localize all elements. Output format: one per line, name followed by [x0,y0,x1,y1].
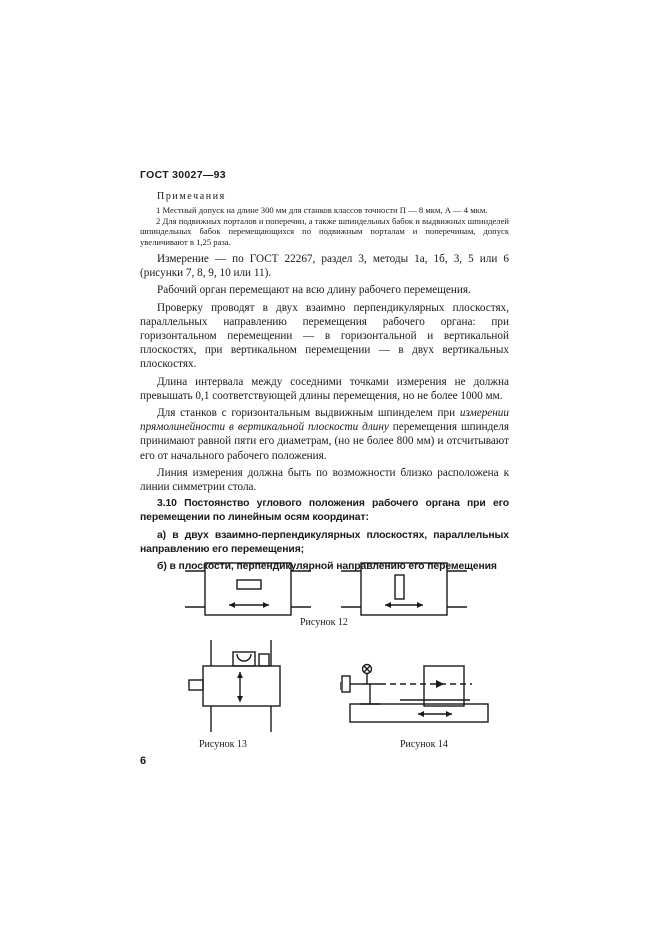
note-1: 1 Местный допуск на длине 300 мм для станков классов точности П — 8 мкм, А — 4 мкм. [156,205,488,215]
paragraph-measurement: Измерение — по ГОСТ 22267, раздел 3, методы 1а, 1б, 3, 5 или 6 (рисунки 7, 8, 9, 10 или 11). [140,253,509,280]
paragraph-interval: Длина интервала между соседними точками измерения не должна превышать 0,1 соответствующей длины перемещения, но не более 1000 мм. [140,375,509,402]
paragraph-spindle-a: Для станков с горизонтальным выдвижным шпинделем при [157,407,460,420]
section-3-10-b: б) в плоскости, перпендикулярной направлению его перемещения [157,561,497,573]
paragraph-spindle-italic: измерении прямолинейности в вертикальной плоскости длину [140,407,509,434]
paragraph-check-planes: Проверку проводят в двух взаимно перпендикулярных плоскостях, параллельных направлению перемещения рабочего органа: при горизонтальном перемещении — в горизонтальной и вертикальной плоскостях, при вертикальном перемещении — в двух вертикальных плоскостях. [140,301,509,371]
section-3-10-a: а) в двух взаимно-перпендикулярных плоскостях, параллельных направлению его перемещения; [140,529,509,555]
section-3-10-heading: 3.10 Постоянство углового положения рабочего органа при его перемещении по линейным осям координат: [140,498,509,524]
figure-12-caption: Рисунок 12 [300,617,348,628]
notes-title: Примечания [157,191,226,202]
paragraph-spindle-b: перемещения шпинделя принимают равной пяти его диаметрам, (но не более 800 мм) и отсчитывают его от начального рабочего положения. [140,421,509,462]
figure-12-drawing [185,561,475,621]
figure-14-drawing [340,658,500,730]
paragraph-measure-line: Линия измерения должна быть по возможности близко расположена к линии симметрии стола. [140,466,509,494]
body-text [140,252,509,577]
figure-13-drawing [183,640,293,732]
notes-list [140,205,509,247]
document-header: ГОСТ 30027—93 [140,169,226,181]
paragraph-spindle [140,406,509,463]
note-2: 2 Для подвижных порталов и поперечин, а также шпиндельных бабок и выдвижных шпинделей шпиндельных бабок перемещающихся по подвижным порталам и поперечинам, допуск увеличивают в 1,25 раза. [140,215,509,247]
figure-13-caption: Рисунок 13 [199,739,247,750]
page-number: 6 [140,755,147,767]
figure-14-caption: Рисунок 14 [400,739,448,750]
paragraph-movement: Рабочий орган перемещают на всю длину рабочего перемещения. [157,284,471,297]
